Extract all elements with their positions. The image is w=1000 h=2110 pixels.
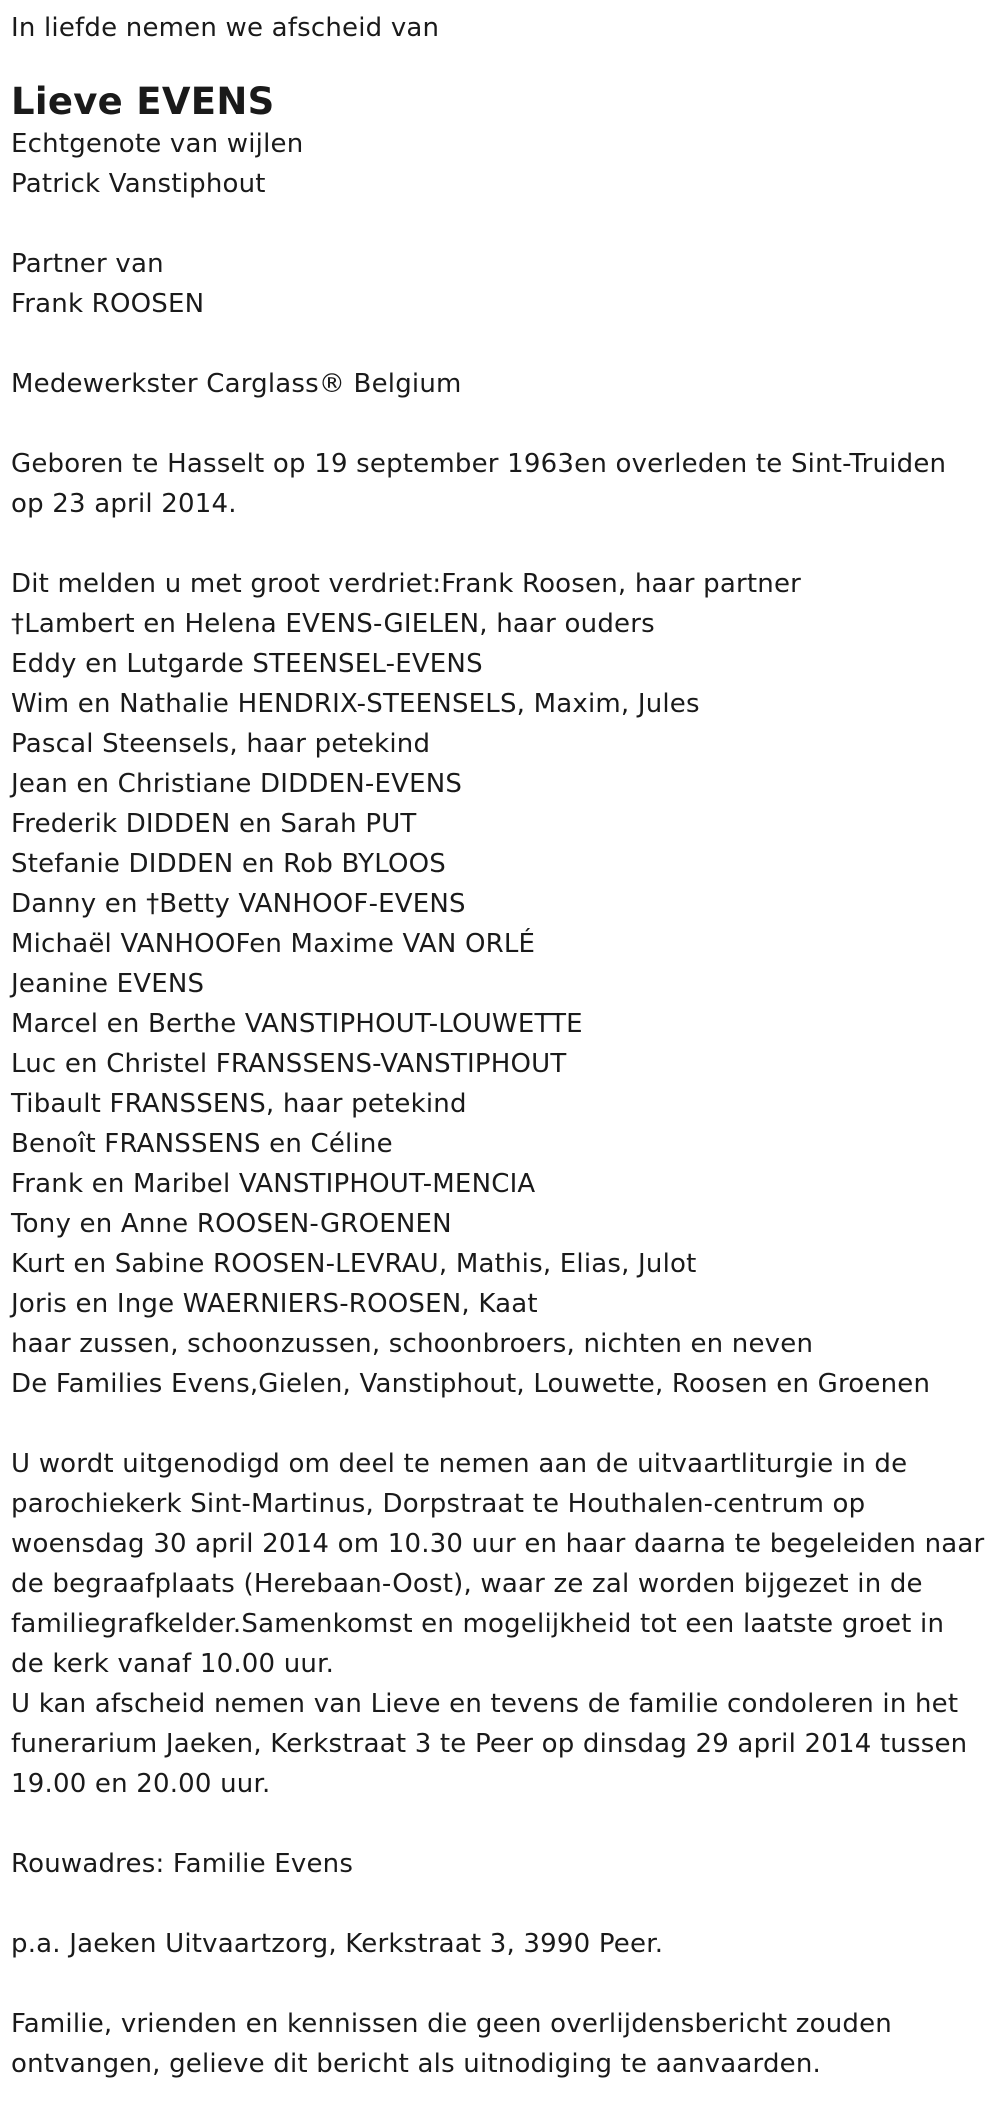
funeral-line: woensdag 30 april 2014 om 10.30 uur en haar daarna te begeleiden naar (11, 1529, 985, 1559)
mourner-line: De Families Evens,Gielen, Vanstiphout, Louwette, Roosen en Groenen (11, 1369, 931, 1399)
mourner-line: Danny en †Betty VANHOOF-EVENS (11, 889, 466, 919)
mourner-line: Joris en Inge WAERNIERS-ROOSEN, Kaat (11, 1289, 538, 1319)
funeral-line: familiegrafkelder.Samenkomst en mogelijkheid tot een laatste groet in (11, 1609, 945, 1639)
partner-label: Partner van (11, 249, 164, 279)
mourner-line: Dit melden u met groot verdriet:Frank Roosen, haar partner (11, 569, 802, 599)
mourner-line: Frank en Maribel VANSTIPHOUT-MENCIA (11, 1169, 536, 1199)
mourner-line: Wim en Nathalie HENDRIX-STEENSELS, Maxim, Jules (11, 689, 700, 719)
mourner-line: †Lambert en Helena EVENS-GIELEN, haar ouders (11, 609, 655, 639)
funeral-line: U kan afscheid nemen van Lieve en tevens de familie condoleren in het (11, 1689, 959, 1719)
mourner-line: Frederik DIDDEN en Sarah PUT (11, 809, 417, 839)
birth-line: op 23 april 2014. (11, 489, 237, 519)
closing-line: Familie, vrienden en kennissen die geen overlijdensbericht zouden (11, 2009, 892, 2039)
mourner-line: Pascal Steensels, haar petekind (11, 729, 431, 759)
mourning-address: p.a. Jaeken Uitvaartzorg, Kerkstraat 3, 3990 Peer. (11, 1929, 664, 1959)
funeral-line: parochiekerk Sint-Martinus, Dorpstraat te Houthalen-centrum op (11, 1489, 866, 1519)
funeral-line: de begraafplaats (Herebaan-Oost), waar ze zal worden bijgezet in de (11, 1569, 923, 1599)
mourner-line: Jean en Christiane DIDDEN-EVENS (11, 769, 463, 799)
mourner-line: Benoît FRANSSENS en Céline (11, 1129, 393, 1159)
spouse-name: Patrick Vanstiphout (11, 169, 266, 199)
mourning-address-label: Rouwadres: Familie Evens (11, 1849, 354, 1879)
mourner-line: Michaël VANHOOFen Maxime VAN ORLÉ (11, 929, 536, 959)
mourner-line: Eddy en Lutgarde STEENSEL-EVENS (11, 649, 483, 679)
spouse-label: Echtgenote van wijlen (11, 129, 304, 159)
mourner-line: Stefanie DIDDEN en Rob BYLOOS (11, 849, 447, 879)
deceased-name: Lieve EVENS (11, 80, 275, 123)
mourner-line: Luc en Christel FRANSSENS-VANSTIPHOUT (11, 1049, 567, 1079)
mourner-line: Marcel en Berthe VANSTIPHOUT-LOUWETTE (11, 1009, 583, 1039)
birth-line: Geboren te Hasselt op 19 september 1963en overleden te Sint-Truiden (11, 449, 947, 479)
employer-text: Medewerkster Carglass® Belgium (11, 369, 462, 399)
mourner-line: Jeanine EVENS (11, 969, 205, 999)
closing-line: ontvangen, gelieve dit bericht als uitnodiging te aanvaarden. (11, 2049, 821, 2079)
mourner-line: Kurt en Sabine ROOSEN-LEVRAU, Mathis, Elias, Julot (11, 1249, 697, 1279)
mourner-line: Tibault FRANSSENS, haar petekind (11, 1089, 467, 1119)
mourners-list (11, 564, 990, 1404)
funeral-line: funerarium Jaeken, Kerkstraat 3 te Peer op dinsdag 29 april 2014 tussen (11, 1729, 968, 1759)
funeral-line: U wordt uitgenodigd om deel te nemen aan de uitvaartliturgie in de (11, 1449, 908, 1479)
funeral-line: de kerk vanaf 10.00 uur. (11, 1649, 335, 1679)
mourner-line: haar zussen, schoonzussen, schoonbroers, nichten en neven (11, 1329, 814, 1359)
funeral-line: 19.00 en 20.00 uur. (11, 1769, 271, 1799)
intro-text: In liefde nemen we afscheid van (11, 13, 440, 43)
partner-name: Frank ROOSEN (11, 289, 205, 319)
mourner-line: Tony en Anne ROOSEN-GROENEN (11, 1209, 452, 1239)
